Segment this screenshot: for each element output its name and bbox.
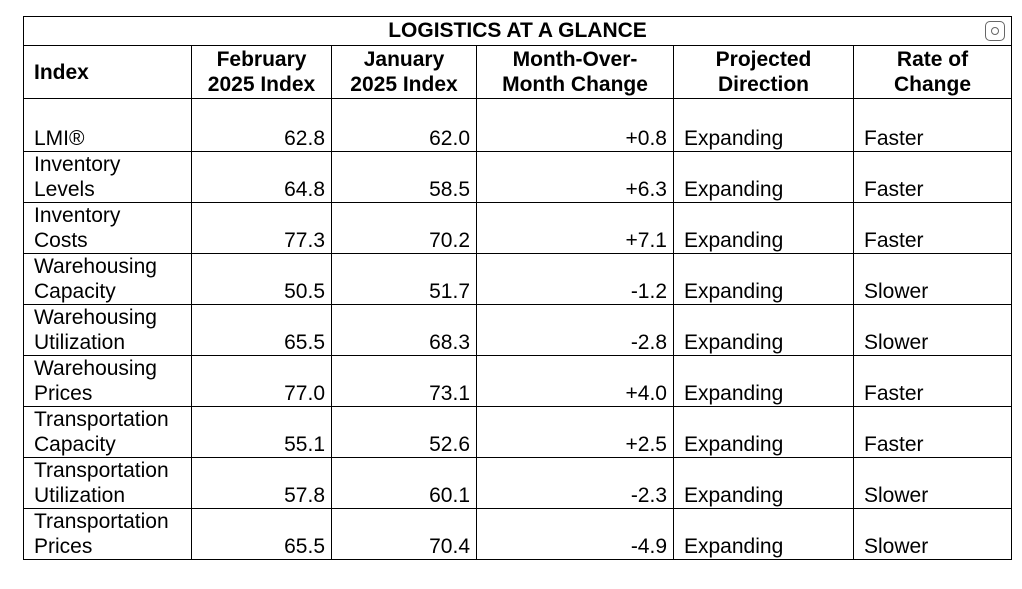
cell-feb-index: 77.3 [192,203,332,254]
table-row [24,99,1012,152]
cell-mom-change: +6.3 [477,152,674,203]
row-index-name-line: Capacity [34,433,116,456]
row-index-name-line: Prices [34,535,93,558]
cell-feb-index: 77.0 [192,356,332,407]
row-index-name [24,99,192,152]
row-index-name-line: Prices [34,382,93,405]
table-row [24,407,1012,458]
header-feb [192,46,332,99]
row-index-name [24,509,192,560]
header-jan-line2: 2025 Index [350,73,458,96]
row-index-name-line: Levels [34,178,95,201]
row-index-name-line: Utilization [34,331,126,354]
row-index-name [24,356,192,407]
header-rate [854,46,1012,99]
cell-mom-change: -2.8 [477,305,674,356]
logistics-table [23,16,1012,560]
cell-projected-direction: Expanding [674,305,854,356]
row-index-name [24,203,192,254]
cell-rate-of-change: Slower [854,254,1012,305]
row-index-name-line: Transportation [34,408,169,431]
table-row [24,203,1012,254]
table-row [24,305,1012,356]
scan-icon[interactable] [985,21,1005,41]
cell-mom-change: +4.0 [477,356,674,407]
table-row [24,152,1012,203]
cell-feb-index: 65.5 [192,305,332,356]
row-index-name [24,152,192,203]
cell-mom-change: -2.3 [477,458,674,509]
header-direction [674,46,854,99]
header-jan [332,46,477,99]
cell-projected-direction: Expanding [674,458,854,509]
header-feb-line2: 2025 Index [207,73,316,96]
cell-rate-of-change: Faster [854,152,1012,203]
cell-rate-of-change: Faster [854,407,1012,458]
cell-mom-change: +7.1 [477,203,674,254]
row-index-name [24,305,192,356]
cell-projected-direction: Expanding [674,509,854,560]
cell-jan-index: 62.0 [332,99,477,152]
row-index-name-line: Warehousing [34,255,157,278]
cell-feb-index: 57.8 [192,458,332,509]
row-index-name-line: Utilization [34,484,126,507]
cell-jan-index: 60.1 [332,458,477,509]
cell-jan-index: 58.5 [332,152,477,203]
cell-rate-of-change: Faster [854,99,1012,152]
row-index-name-line: Transportation [34,459,169,482]
row-index-name [24,407,192,458]
row-index-name-line: Transportation [34,510,169,533]
table-title-cell [24,17,1012,46]
cell-jan-index: 70.2 [332,203,477,254]
table-row [24,356,1012,407]
header-row [24,46,1012,99]
cell-jan-index: 52.6 [332,407,477,458]
header-index-label: Index [34,60,89,84]
row-index-name-line: Inventory [34,204,121,227]
table-title: LOGISTICS AT A GLANCE [388,19,647,42]
row-index-name [24,254,192,305]
header-mom-line2: Month Change [502,73,648,96]
cell-mom-change: -4.9 [477,509,674,560]
header-rate-line2: Change [894,73,972,96]
cell-feb-index: 50.5 [192,254,332,305]
row-index-name-line: Capacity [34,280,116,303]
cell-rate-of-change: Slower [854,509,1012,560]
cell-feb-index: 62.8 [192,99,332,152]
cell-jan-index: 70.4 [332,509,477,560]
cell-projected-direction: Expanding [674,99,854,152]
header-index [24,46,192,99]
cell-jan-index: 73.1 [332,356,477,407]
header-mom [477,46,674,99]
cell-feb-index: 65.5 [192,509,332,560]
logistics-table-container [23,16,1011,560]
cell-projected-direction: Expanding [674,203,854,254]
cell-rate-of-change: Faster [854,356,1012,407]
cell-projected-direction: Expanding [674,152,854,203]
cell-rate-of-change: Faster [854,203,1012,254]
header-direction-line2: Direction [717,73,809,96]
cell-projected-direction: Expanding [674,407,854,458]
title-row [24,17,1012,46]
row-index-name [24,458,192,509]
row-index-name-line: LMI® [34,127,85,150]
header-jan-line1: January [363,48,445,71]
cell-projected-direction: Expanding [674,356,854,407]
cell-mom-change: -1.2 [477,254,674,305]
cell-projected-direction: Expanding [674,254,854,305]
table-row [24,509,1012,560]
table-body [24,99,1012,560]
row-index-name-line: Costs [34,229,88,252]
table-row [24,254,1012,305]
cell-jan-index: 51.7 [332,254,477,305]
cell-mom-change: +2.5 [477,407,674,458]
cell-feb-index: 55.1 [192,407,332,458]
cell-rate-of-change: Slower [854,458,1012,509]
cell-jan-index: 68.3 [332,305,477,356]
table-row [24,458,1012,509]
header-feb-line1: February [216,48,307,71]
cell-mom-change: +0.8 [477,99,674,152]
row-index-name-line: Warehousing [34,357,157,380]
header-rate-line1: Rate of [896,48,969,71]
header-mom-line1: Month-Over- [512,48,638,71]
cell-feb-index: 64.8 [192,152,332,203]
row-index-name-line: Inventory [34,153,121,176]
header-direction-line1: Projected [715,48,812,71]
row-index-name-line: Warehousing [34,306,157,329]
cell-rate-of-change: Slower [854,305,1012,356]
